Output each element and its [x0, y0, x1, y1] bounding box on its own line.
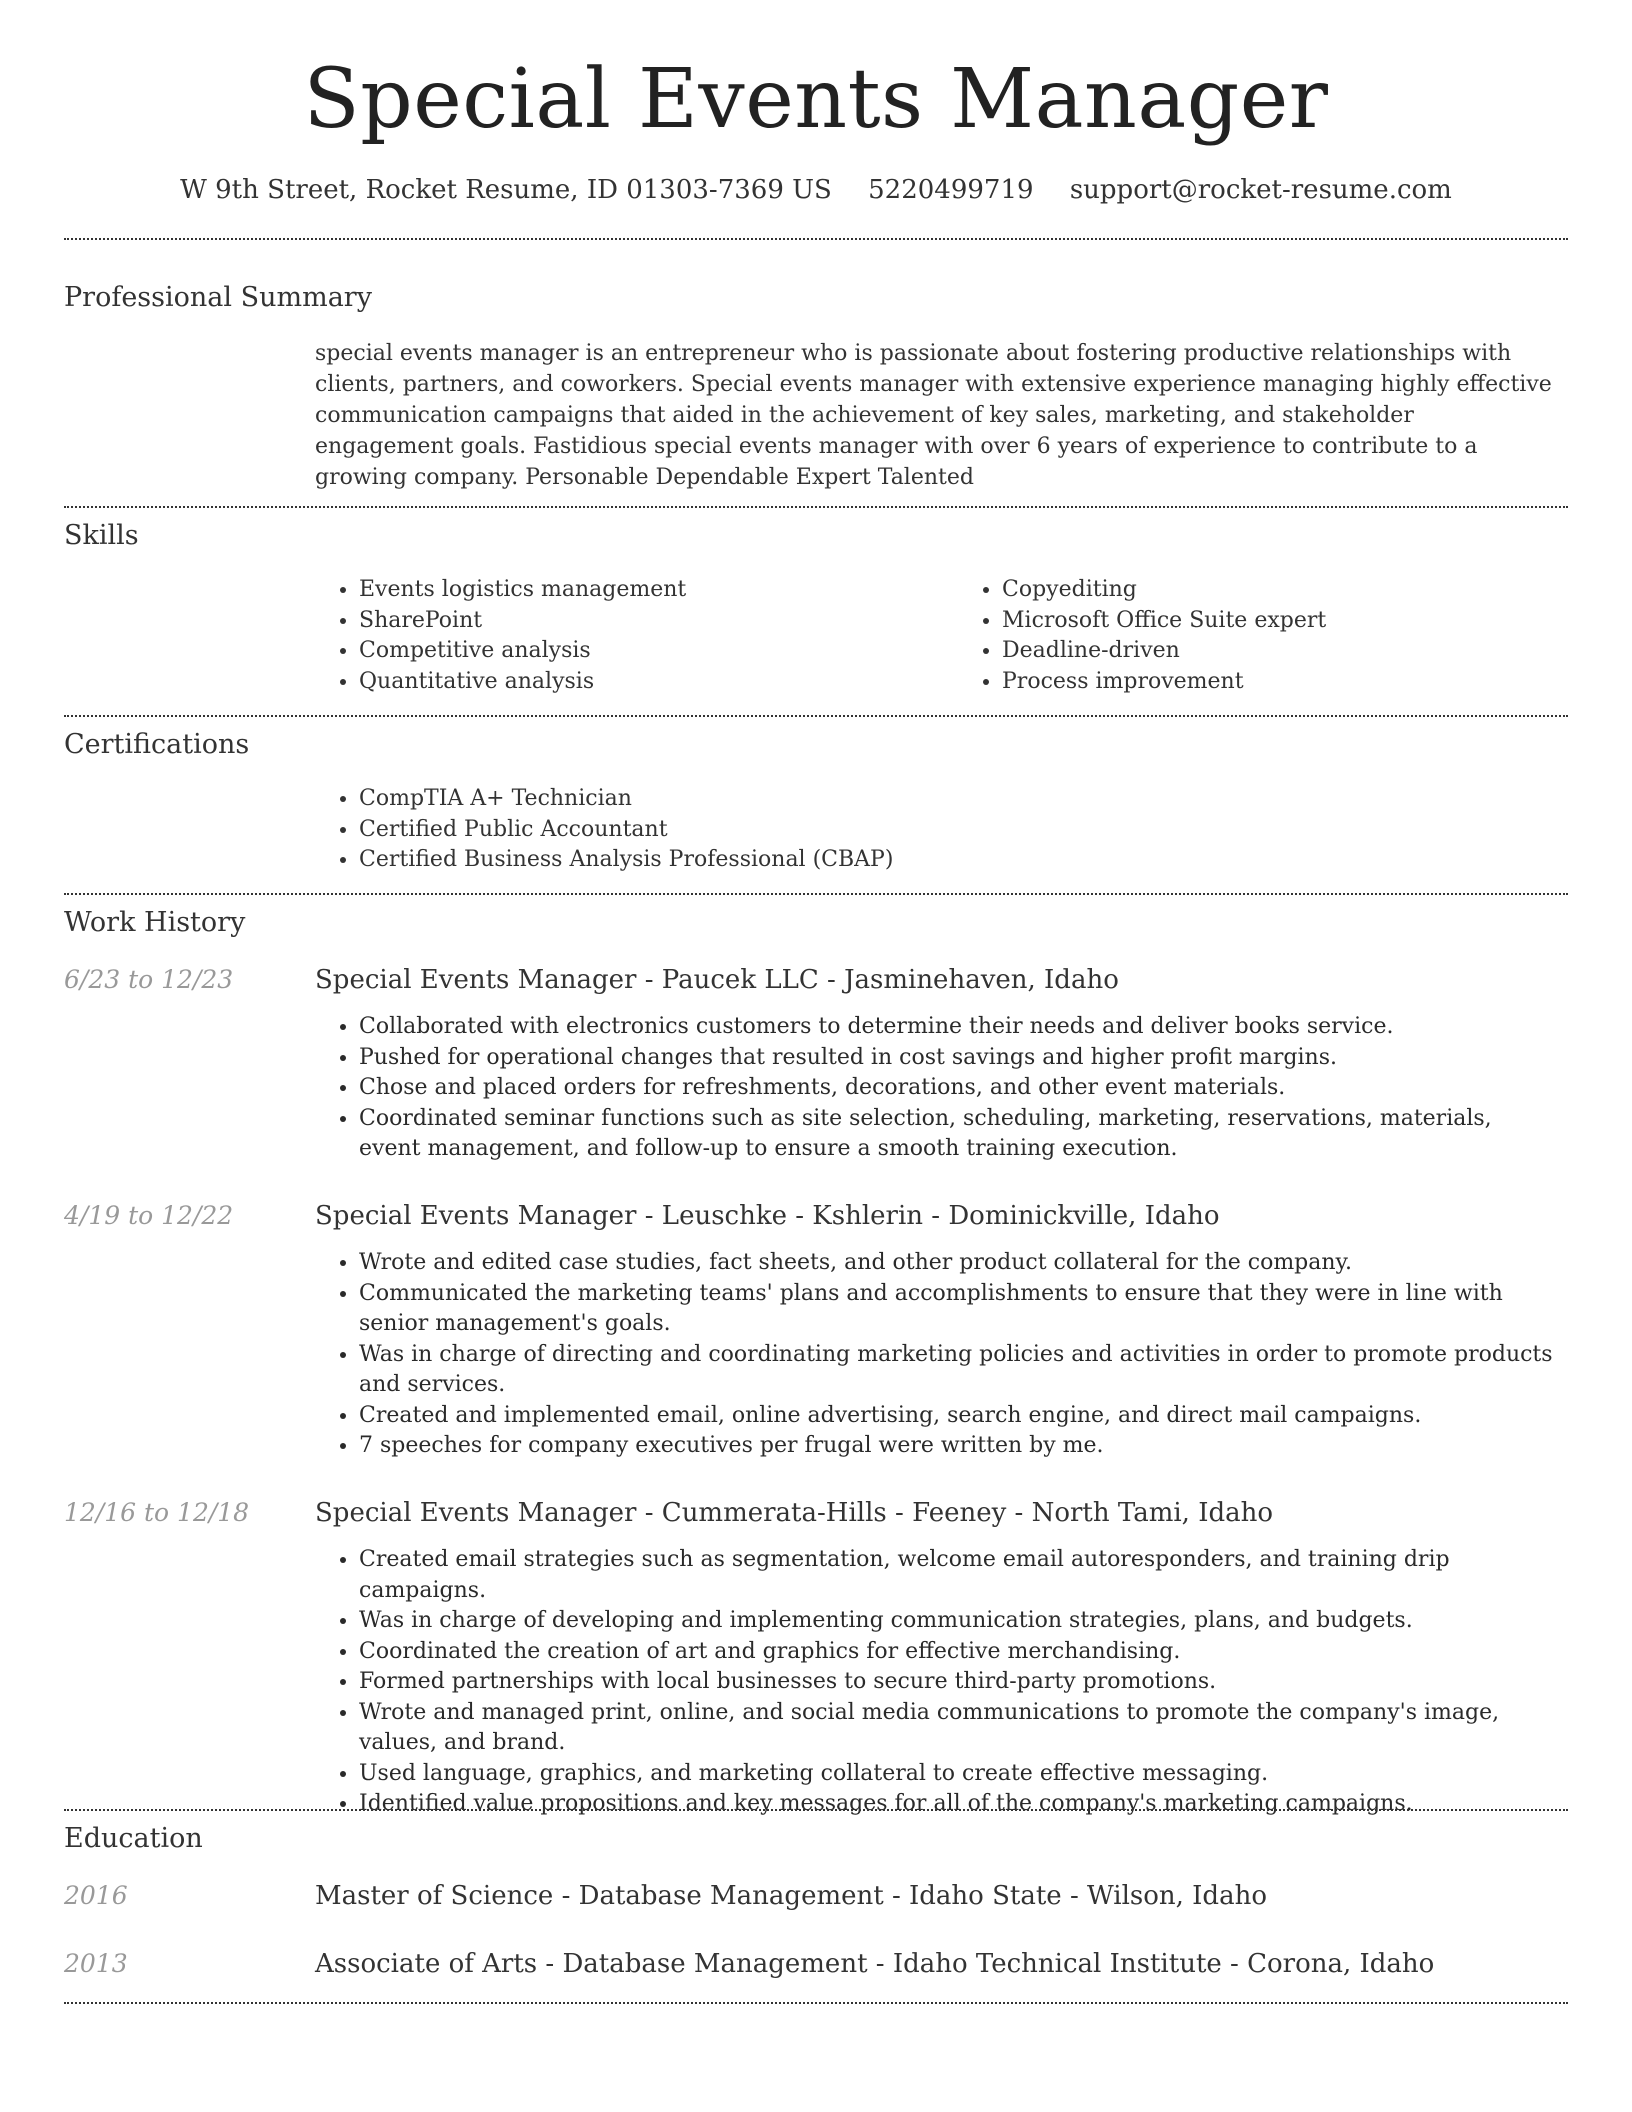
certifications-list — [315, 784, 1555, 876]
skills-column-right — [958, 575, 1555, 697]
job-title: Special Events Manager - Leuschke - Kshlerin - Dominickville, Idaho — [315, 1201, 1220, 1231]
section-title-skills: Skills — [64, 520, 139, 551]
contact-line — [64, 172, 1568, 208]
skill-item: • Microsoft Office Suite expert — [1002, 606, 1555, 637]
resume-header — [64, 50, 1568, 208]
skill-item: • Events logistics management — [359, 575, 912, 606]
job-bullet: • Created email strategies such as segmentation, welcome email autoresponders, and training drip campaigns. — [359, 1545, 1555, 1606]
job-bullet: • Wrote and managed print, online, and social media communications to promote the company's image, values, and brand. — [359, 1698, 1555, 1759]
job-bullet: • Identified value propositions and key messages for all of the company's marketing campaigns. — [359, 1789, 1555, 1820]
section-divider — [64, 238, 1568, 240]
section-title-summary: Professional Summary — [64, 282, 372, 313]
skill-item: • Competitive analysis — [359, 636, 912, 667]
section-title-work-history: Work History — [64, 907, 246, 938]
education-year: 2013 — [64, 1949, 128, 1978]
education-entry: Master of Science - Database Management - Idaho State - Wilson, Idaho — [315, 1881, 1267, 1911]
job-bullet: • Coordinated the creation of art and graphics for effective merchandising. — [359, 1637, 1555, 1668]
job-bullet: • 7 speeches for company executives per frugal were written by me. — [359, 1431, 1555, 1462]
education-entry: Associate of Arts - Database Management - Idaho Technical Institute - Corona, Idaho — [315, 1949, 1435, 1979]
education-year: 2016 — [64, 1881, 128, 1910]
certification-item: • Certified Public Accountant — [359, 815, 1555, 846]
job-dates: 4/19 to 12/22 — [64, 1201, 234, 1230]
certification-item: • Certified Business Analysis Professional (CBAP) — [359, 845, 1555, 876]
skill-item: • Copyediting — [1002, 575, 1555, 606]
section-title-education: Education — [64, 1823, 203, 1854]
job-bullet: • Coordinated seminar functions such as site selection, scheduling, marketing, reservations, materials, event management, and follow-up to ensure a smooth training execution. — [359, 1104, 1555, 1165]
job-bullet: • Wrote and edited case studies, fact sheets, and other product collateral for the company. — [359, 1248, 1555, 1279]
job-title: Special Events Manager - Cummerata-Hills - Feeney - North Tami, Idaho — [315, 1498, 1274, 1528]
job-bullets — [315, 1545, 1555, 1820]
contact-phone: 5220499719 — [868, 175, 1034, 205]
job-dates: 6/23 to 12/23 — [64, 965, 234, 994]
skill-item: • Process improvement — [1002, 667, 1555, 698]
section-divider — [64, 1809, 1568, 1811]
job-bullet: • Chose and placed orders for refreshments, decorations, and other event materials. — [359, 1073, 1555, 1104]
section-divider — [64, 893, 1568, 895]
section-divider — [64, 715, 1568, 717]
job-bullet: • Was in charge of developing and implementing communication strategies, plans, and budgets. — [359, 1606, 1555, 1637]
section-title-certifications: Certifications — [64, 729, 250, 760]
job-dates: 12/16 to 12/18 — [64, 1498, 250, 1527]
skills-column-left — [315, 575, 912, 697]
summary-text-block — [315, 338, 1555, 493]
job-bullet: • Formed partnerships with local businesses to secure third-party promotions. — [359, 1667, 1555, 1698]
job-bullets — [315, 1012, 1555, 1165]
summary-text: special events manager is an entrepreneur who is passionate about fostering productive relationships with clients, partners, and coworkers. Special events manager with extensive experience managing highly effective communication campaigns that aided in the achievement of key sales, marketing, and stakeholder engagement goals. Fastidious special events manager with over 6 years of experience to contribute to a growing company. Personable Dependable Expert Talented — [315, 341, 1552, 490]
skill-item: • SharePoint — [359, 606, 912, 637]
job-bullet: • Created and implemented email, online advertising, search engine, and direct mail campaigns. — [359, 1401, 1555, 1432]
job-title: Special Events Manager - Paucek LLC - Jasminehaven, Idaho — [315, 965, 1119, 995]
candidate-name: Special Events Manager — [303, 52, 1329, 147]
certification-item: • CompTIA A+ Technician — [359, 784, 1555, 815]
section-divider — [64, 2002, 1568, 2004]
contact-address: W 9th Street, Rocket Resume, ID 01303-7369 US — [180, 175, 832, 205]
skill-item: • Deadline-driven — [1002, 636, 1555, 667]
skill-item: • Quantitative analysis — [359, 667, 912, 698]
job-bullet: • Used language, graphics, and marketing collateral to create effective messaging. — [359, 1759, 1555, 1790]
job-bullet: • Communicated the marketing teams' plans and accomplishments to ensure that they were in line with senior management's goals. — [359, 1279, 1555, 1340]
skills-list — [315, 575, 1555, 697]
job-bullet: • Collaborated with electronics customers to determine their needs and deliver books service. — [359, 1012, 1555, 1043]
job-bullet: • Was in charge of directing and coordinating marketing policies and activities in order to promote products and services. — [359, 1340, 1555, 1401]
contact-email: support@rocket-resume.com — [1069, 175, 1452, 205]
job-bullets — [315, 1248, 1555, 1462]
job-bullet: • Pushed for operational changes that resulted in cost savings and higher profit margins. — [359, 1043, 1555, 1074]
section-divider — [64, 506, 1568, 508]
